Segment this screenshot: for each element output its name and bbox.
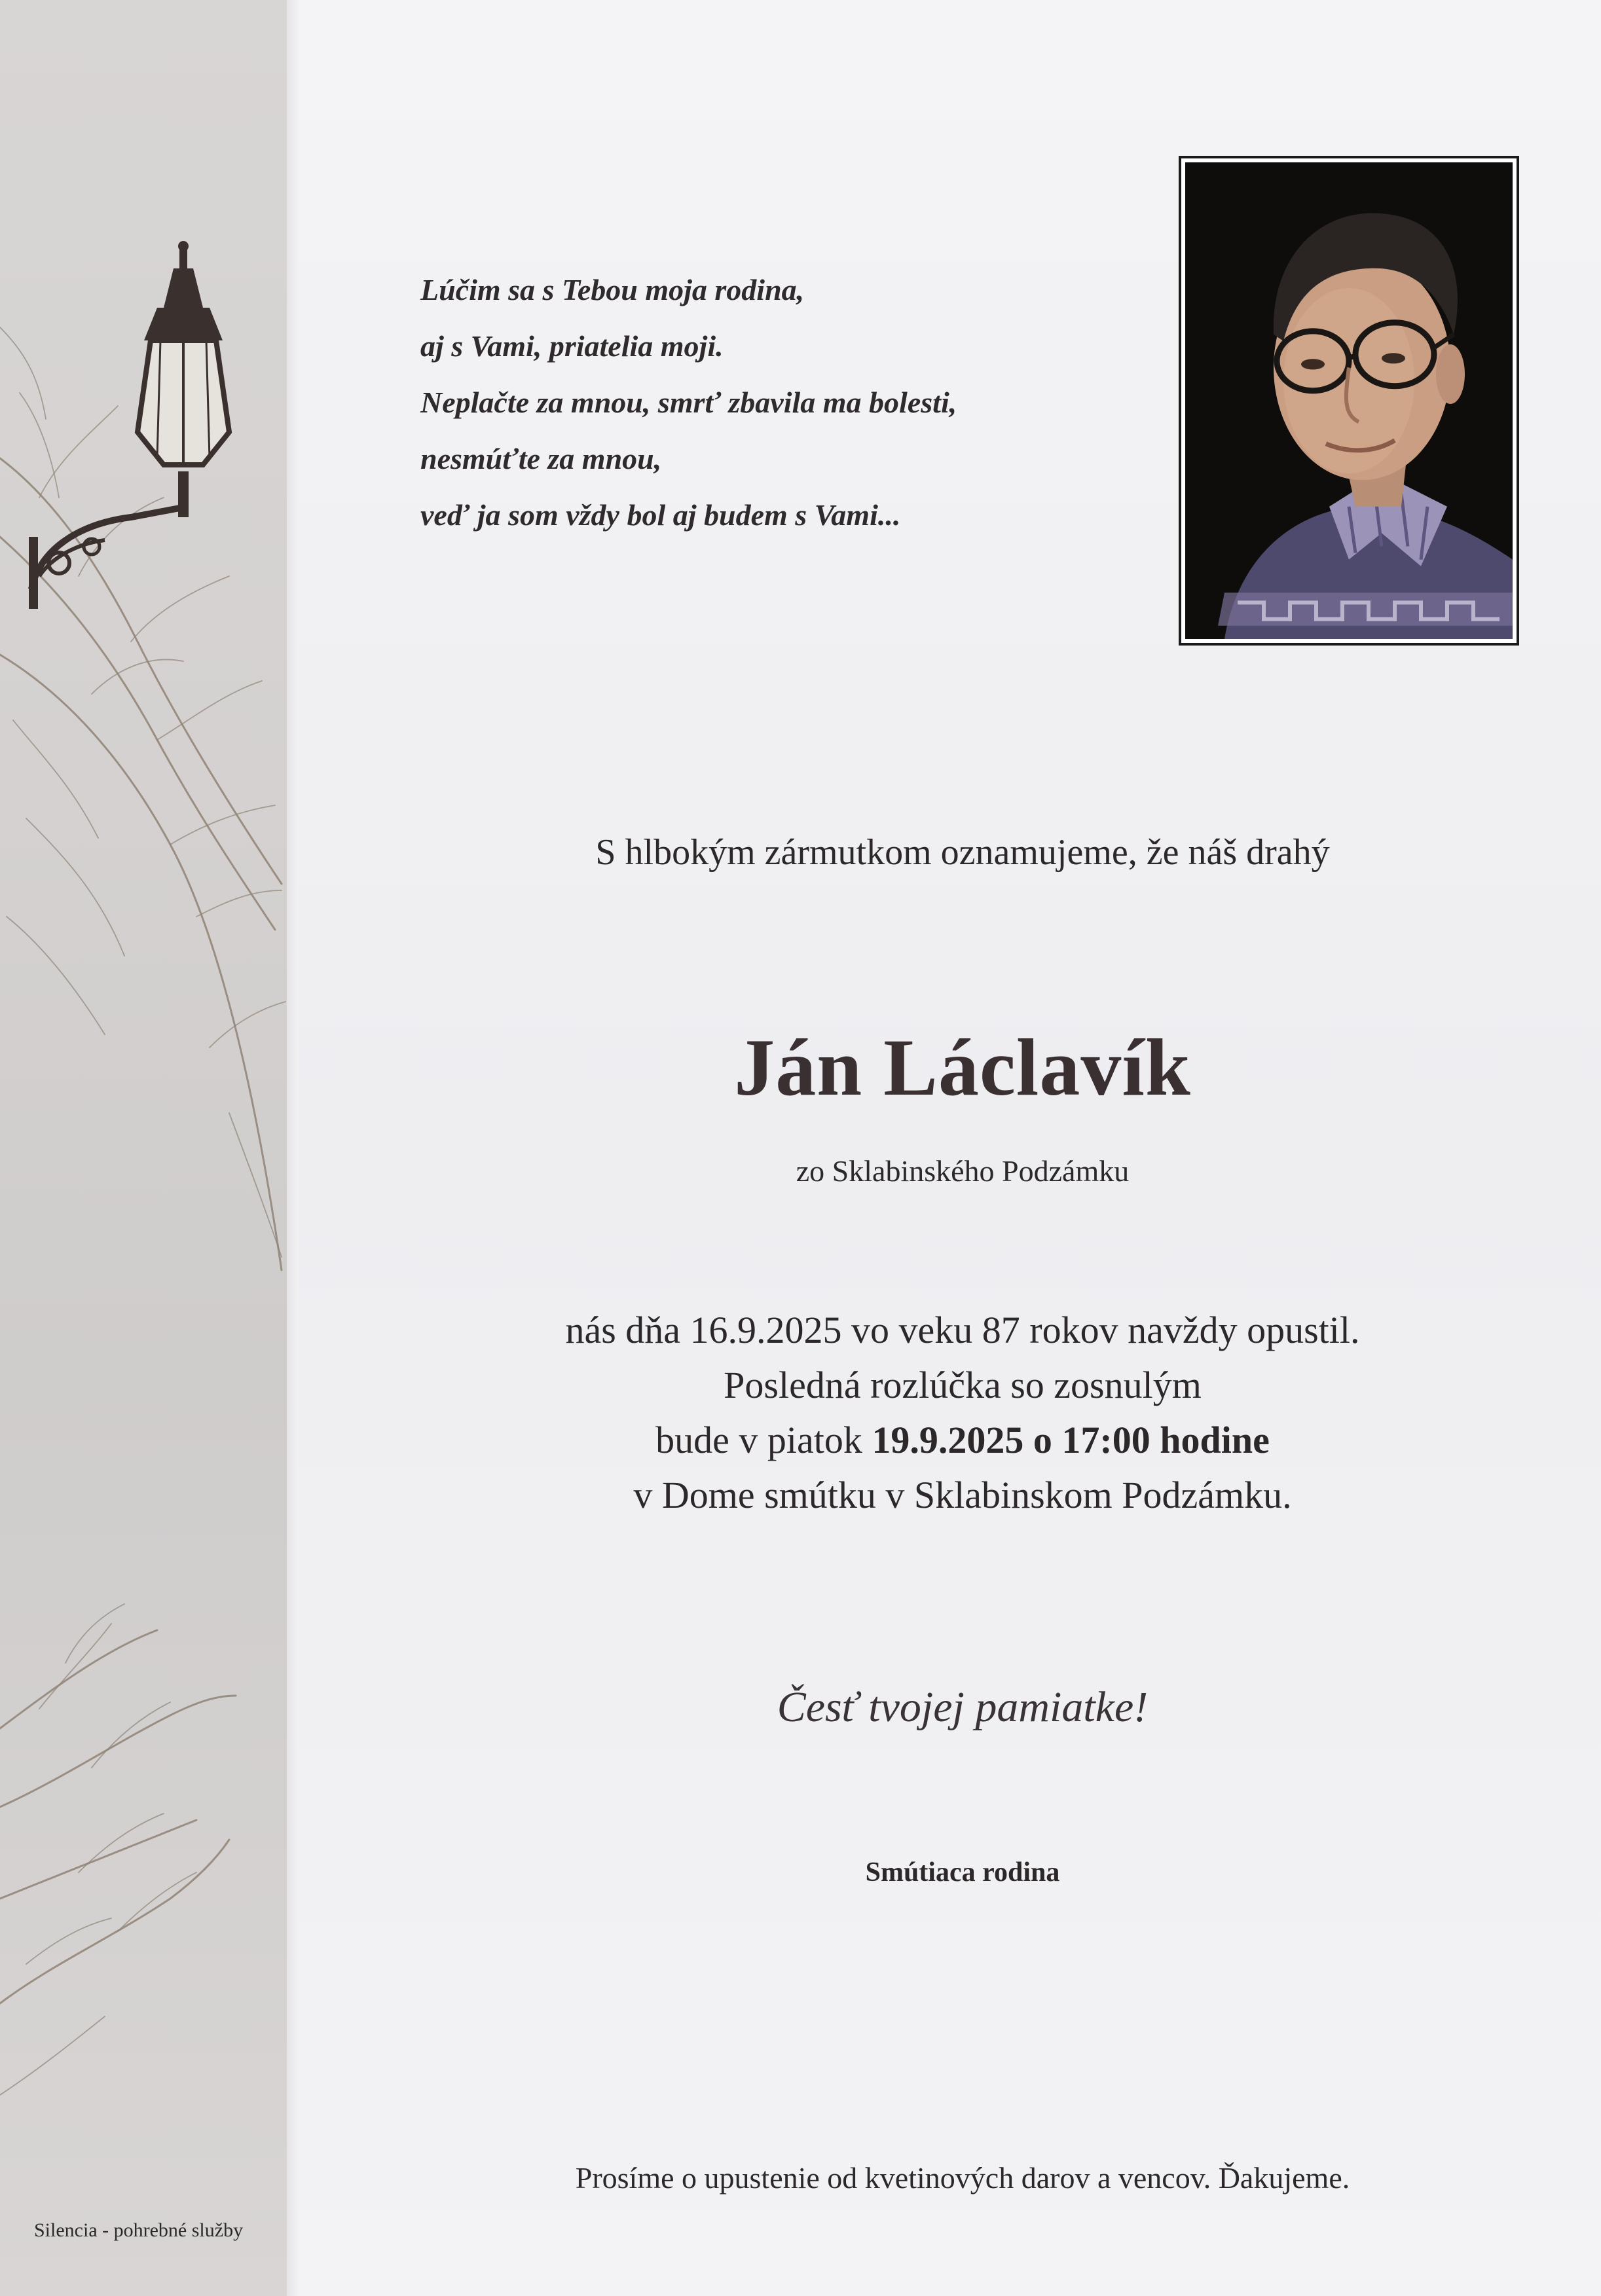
ceremony-place-line: v Dome smútku v Sklabinskom Podzámku. (633, 1474, 1292, 1516)
flowers-request: Prosíme o upustenie od kvetinových darov a vencov. Ďakujeme. (575, 2161, 1350, 2195)
decorative-sidebar (0, 0, 287, 2296)
poem-line: veď ja som vždy bol aj budem s Vami... (420, 498, 901, 532)
announcement-intro: S hlbokým zármutkom oznamujeme, že náš drahý (595, 832, 1330, 873)
deceased-origin: zo Sklabinského Podzámku (796, 1154, 1130, 1188)
funeral-details (393, 1303, 1532, 1523)
death-date-line: nás dňa 16.9.2025 vo veku 87 rokov navždy opustil. (565, 1309, 1360, 1351)
portrait-image (1185, 162, 1513, 639)
funeral-service-credit: Silencia - pohrebné služby (34, 2219, 244, 2241)
sidebar-edge (287, 0, 299, 2296)
poem-line: aj s Vami, priatelia moji. (420, 329, 724, 363)
poem-line: Lúčim sa s Tebou moja rodina, (420, 273, 805, 306)
memorial-phrase: Česť tvojej pamiatke! (777, 1683, 1149, 1731)
poem-line: nesmúťte za mnou, (420, 442, 662, 475)
deceased-name: Ján Láclavík (734, 1023, 1191, 1112)
ceremony-date-time: 19.9.2025 o 17:00 hodine (872, 1419, 1270, 1461)
family-signature: Smútiaca rodina (865, 1857, 1060, 1887)
branches-decoration (0, 0, 287, 2296)
portrait-photo (1179, 156, 1519, 646)
ceremony-date-prefix: bude v piatok (655, 1419, 872, 1461)
poem-line: Neplačte za mnou, smrť zbavila ma bolesti, (420, 386, 957, 419)
farewell-poem (420, 262, 1141, 543)
ceremony-date-line (393, 1413, 1532, 1468)
street-lamp-icon (29, 241, 229, 609)
farewell-ceremony-line: Posledná rozlúčka so zosnulým (724, 1364, 1202, 1406)
